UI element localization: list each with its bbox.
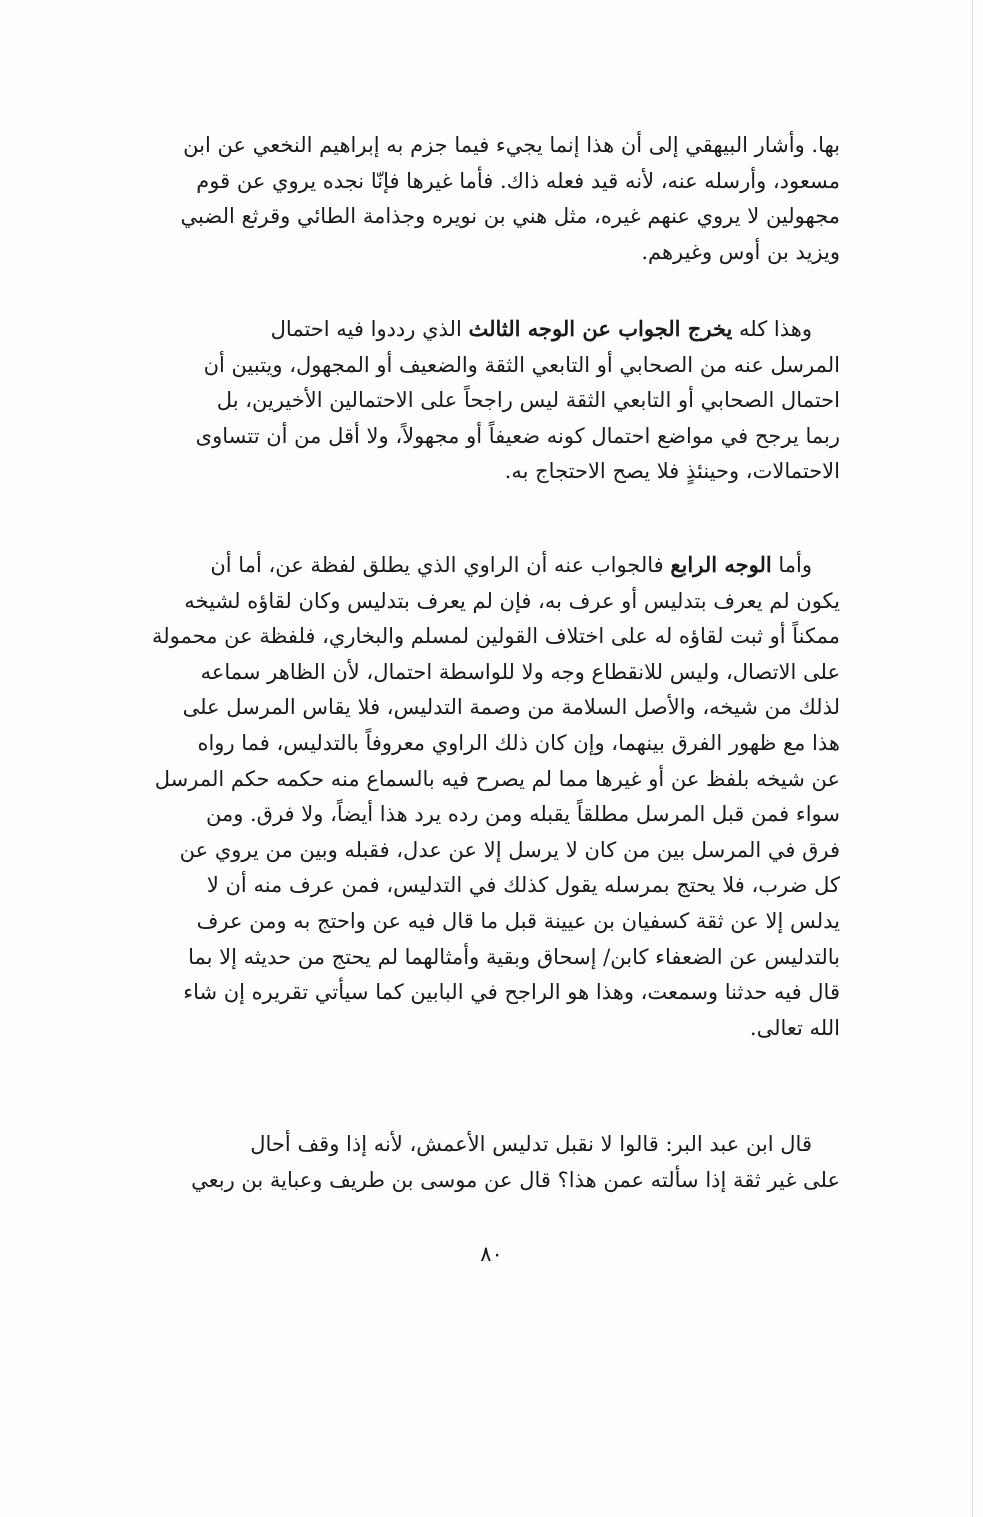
text-line: فرق في المرسل بين من كان لا يرسل إلا عن عدل، فقبله وبين من يروي عن <box>179 837 840 862</box>
text-line: مسعود، وأرسله عنه، لأنه قيد فعله ذاك. فأما غيرها فإنّا نجده يروي عن قوم <box>196 168 840 193</box>
text-line: بها. وأشار البيهقي إلى أن هذا إنما يجيء فيما جزم به إبراهيم النخعي عن ابن <box>183 133 840 157</box>
text-line: يدلس إلا عن ثقة كسفيان بن عيينة قبل ما قال فيه عن واحتج به ومن عرف <box>196 908 840 933</box>
text-line: بالتدليس عن الضعفاء كابن/ إسحاق وبقية وأمثالهما لم يحتج من حديثه إلا بما <box>188 944 840 969</box>
text-line: كل ضرب، فلا يحتج بمرسله يقول كذلك في التدليس، فمن عرف منه أن لا <box>206 873 840 898</box>
text-line-first <box>120 311 840 348</box>
text-line: لذلك من شيخه، والأصل السلامة من وصمة التدليس، فلا يقاس المرسل على <box>182 695 840 720</box>
paragraph-4 <box>120 1127 840 1198</box>
paragraph-2 <box>120 311 840 490</box>
text-line: سواء فمن قبل المرسل مطلقاً يقبله ومن رده يرد هذا أيضاً، ولا فرق. ومن <box>205 802 840 827</box>
text-line: الله تعالى. <box>749 1015 840 1040</box>
text-line: ويزيد بن أوس وغيرهم. <box>641 239 840 264</box>
text-line: المرسل عنه من الصحابي أو التابعي الثقة والضعيف أو المجهول، ويتبين أن <box>203 352 840 377</box>
text-run: وأما <box>778 553 812 577</box>
page-number: ٨٠ <box>480 1242 503 1266</box>
text-line: قال فيه حدثنا وسمعت، وهذا هو الراجح في البابين كما سيأتي تقريره إن شاء <box>183 980 840 1005</box>
text-run: وهذا كله <box>739 317 812 341</box>
text-run: فالجواب عنه أن الراوي الذي يطلق لفظة عن، أما أن <box>210 553 664 577</box>
bold-heading-run: الوجه الرابع <box>670 552 772 577</box>
scan-edge-line <box>972 0 973 1517</box>
text-run: الذي رددوا فيه احتمال <box>270 317 462 341</box>
text-line: مجهولين لا يروي عنهم غيره، مثل هني بن نويره وجذامة الطائي وقرثع الضبي <box>180 204 840 229</box>
paragraph-3 <box>120 547 840 1046</box>
text-line: قال ابن عبد البر: قالوا لا نقبل تدليس الأعمش، لأنه إذا وقف أحال <box>250 1132 812 1156</box>
text-line: الاحتمالات، وحينئذٍ فلا يصح الاحتجاج به. <box>504 459 840 484</box>
bold-heading-run: يخرج الجواب عن الوجه الثالث <box>468 316 733 341</box>
text-line: هذا مع ظهور الفرق بينهما، وإن كان ذلك الراوي معروفاً بالتدليس، فما رواه <box>197 730 840 755</box>
text-line-first <box>120 547 840 584</box>
text-line: يكون لم يعرف بتدليس أو عرف به، فإن لم يعرف بتدليس وكان لقاؤه لشيخه <box>184 588 840 613</box>
text-line: عن شيخه بلفظ عن أو غيرها مما لم يصرح فيه بالسماع منه حكمه حكم المرسل <box>154 766 840 791</box>
text-line: على غير ثقة إذا سألته عمن هذا؟ قال عن موسى بن طريف وعباية بن ربعي <box>191 1167 840 1192</box>
text-line: ممكناً أو ثبت لقاؤه له على اختلاف القولين لمسلم والبخاري، فلفظة عن محمولة <box>152 624 840 649</box>
text-line: ربما يرجح في مواضع احتمال كونه ضعيفاً أو مجهولاً، ولا أقل من أن تتساوى <box>195 423 840 448</box>
paragraph-1 <box>120 128 840 270</box>
text-line: على الاتصال، وليس للانقطاع وجه ولا للواسطة احتمال، لأن الظاهر سماعه <box>200 659 840 684</box>
text-line: احتمال الصحابي أو التابعي الثقة ليس راجحاً على الاحتمالين الأخيرين، بل <box>216 388 840 413</box>
